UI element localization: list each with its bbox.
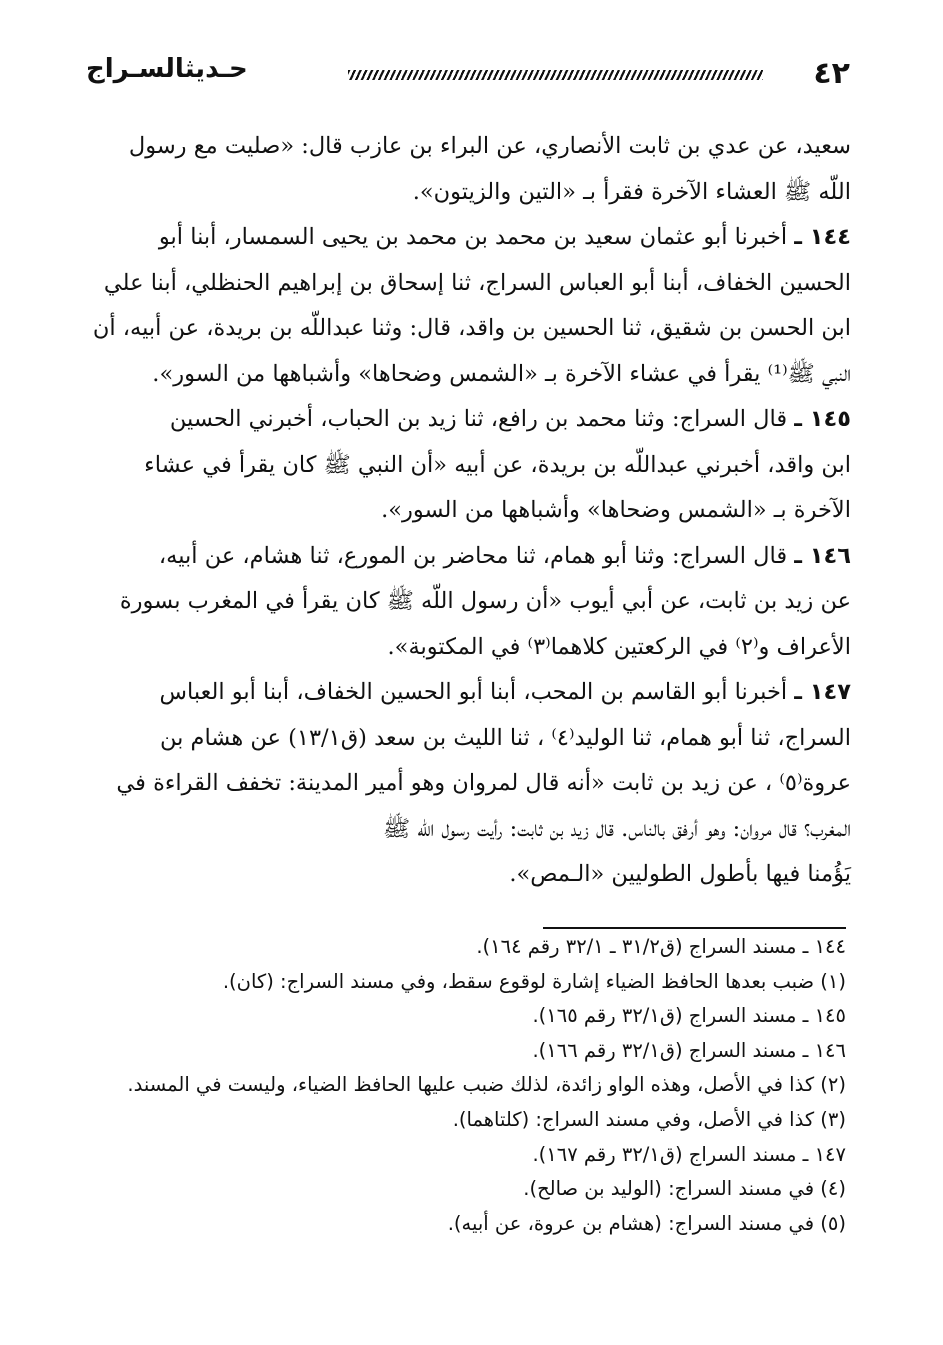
- text-line: قال السراج: وثنا أبو همام، ثنا محاضر بن المورع، ثنا هشام، عن أبيه،: [158, 542, 788, 569]
- hadith-147: [91, 670, 851, 898]
- hadith-number: ١٤٧ ـ: [794, 679, 851, 705]
- page-number: ٤٢: [813, 56, 850, 91]
- hadith-144: [91, 215, 851, 397]
- text-line: أخبرنا أبو عثمان سعيد بن محمد بن محمد بن يحيى السمسار، أبنا أبو: [158, 224, 788, 250]
- footnote: ١٤٦ ـ مسند السراج (ق٣٢/١ رقم ١٦٦).: [532, 1038, 846, 1062]
- text-line: سعيد، عن عدي بن ثابت الأنصاري، عن البراء بن عازب قال: «صليت مع رسول: [128, 133, 851, 159]
- footnote: (١) ضبب بعدها الحافظ الضياء إشارة لوقوع سقط، وفي مسند السراج: (كان).: [222, 969, 846, 993]
- text-line: يَؤُمنا فيها بأطول الطوليين «الـمص».: [509, 861, 851, 887]
- main-text: [91, 124, 851, 898]
- paragraph-continuation: [91, 124, 851, 215]
- text-line: قال السراج: وثنا محمد بن رافع، ثنا زيد بن الحباب، أخبرني الحسين: [169, 406, 788, 432]
- footnote: ١٤٧ ـ مسند السراج (ق٣٢/١ رقم ١٦٧).: [532, 1142, 846, 1166]
- hadith-number: ١٤٤ ـ: [794, 224, 851, 250]
- running-title: حـديثالسـراج: [86, 54, 248, 84]
- text-line: ابن الحسن بن شقيق، ثنا الحسين بن واقد، قال: وثنا عبداللّه بن بريدة، عن أبيه، أن: [92, 315, 851, 341]
- text-line: الحسين الخفاف، أبنا أبو العباس السراج، ثنا إسحاق بن إبراهيم الحنظلي، أبنا علي: [103, 269, 851, 296]
- text-line: أخبرنا أبو القاسم بن المحب، أبنا أبو الحسين الخفاف، أبنا أبو العباس: [159, 679, 788, 705]
- footnote: ١٤٥ ـ مسند السراج (ق٣٢/١ رقم ١٦٥).: [532, 1004, 846, 1028]
- text-line: المغرب؟ قال مروان: وهو أرفق بالناس. قال زيد بن ثابت: رأيت رسول اللّه ﷺ: [383, 815, 851, 842]
- text-line: السراج، ثنا أبو همام، ثنا الوليد⁽٤⁾ ، ثنا الليث بن سعد (ق١٣/١) عن هشام بن: [159, 724, 851, 751]
- footnote: (٤) في مسند السراج: (الوليد بن صالح).: [523, 1177, 846, 1201]
- text-line: اللّه ﷺ العشاء الآخرة فقرأ بـ «التين والزيتون».: [412, 178, 851, 205]
- footnote-separator: [543, 927, 846, 929]
- text-line: عن زيد بن ثابت، عن أبي أيوب «أن رسول اللّه ﷺ كان يقرأ في المغرب بسورة: [119, 588, 851, 614]
- text-line: النبي ﷺ⁽¹⁾ يقرأ في عشاء الآخرة بـ «الشمس وضحاها» وأشباهها من السور».: [152, 360, 851, 387]
- text-line: عروة⁽٥⁾ ، عن زيد بن ثابت «أنه قال لمروان وهو أمير المدينة: تخفف القراءة في: [116, 770, 851, 796]
- text-line: الآخرة بـ «الشمس وضحاها» وأشباهها من السور».: [381, 497, 851, 523]
- hadith-number: ١٤٥ ـ: [794, 406, 851, 432]
- hadith-146: [91, 534, 851, 671]
- hadith-number: ١٤٦ ـ: [794, 542, 851, 569]
- footnote: (٥) في مسند السراج: (هشام بن عروة، عن أبيه).: [447, 1211, 846, 1235]
- page-header: [86, 52, 852, 96]
- footnote: (٣) كذا في الأصل، وفي مسند السراج: (كلتاهما).: [452, 1107, 846, 1131]
- header-decorative-rule: [348, 70, 763, 80]
- footnote: ١٤٤ ـ مسند السراج (ق٣١/٢ ـ ٣٢/١ رقم ١٦٤).: [476, 935, 846, 958]
- footnote: (٢) كذا في الأصل، وهذه الواو زائدة، لذلك ضبب عليها الحافظ الضياء، وليست في المسند.: [127, 1073, 846, 1097]
- footnotes: [86, 930, 846, 1241]
- text-line: الأعراف و⁽٢⁾ في الركعتين كلاهما⁽٣⁾ في المكتوبة».: [387, 633, 851, 660]
- hadith-145: [91, 397, 851, 534]
- text-line: ابن واقد، أخبرني عبداللّه بن بريدة، عن أبيه «أن النبي ﷺ كان يقرأ في عشاء: [144, 451, 851, 478]
